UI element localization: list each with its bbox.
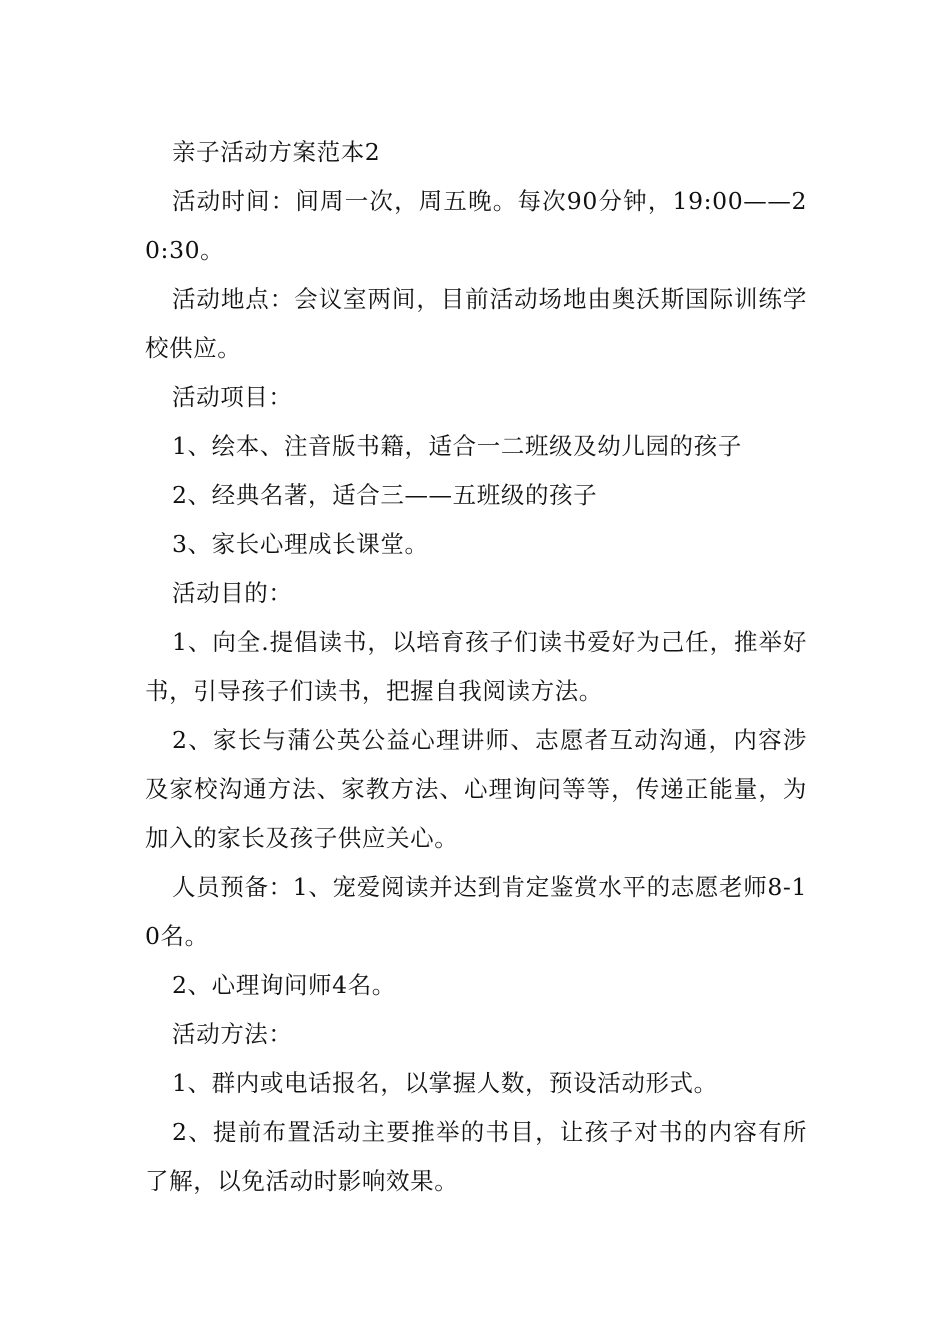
- document-title: 亲子活动方案范本2: [172, 138, 381, 166]
- heading-activity-items: 活动项目：: [172, 383, 293, 411]
- heading-activity-purpose: 活动目的：: [172, 579, 293, 607]
- list-item-method-1: 1、群内或电话报名，以掌握人数，预设活动形式。: [172, 1069, 718, 1097]
- paragraph-activity-time: 活动时间：间周一次，周五晚。每次90分钟，19:00——20:30。: [145, 187, 807, 264]
- list-item-activity-2: 2、经典名著，适合三——五班级的孩子: [172, 481, 598, 509]
- heading-activity-method: 活动方法：: [172, 1020, 293, 1048]
- list-item-method-2: 2、提前布置活动主要推举的书目，让孩子对书的内容有所了解，以免活动时影响效果。: [145, 1118, 807, 1195]
- list-item-purpose-1: 1、向全.提倡读书，以培育孩子们读书爱好为己任，推举好书，引导孩子们读书，把握自我阅读方法。: [145, 628, 807, 705]
- list-item-activity-1: 1、绘本、注音版书籍，适合一二班级及幼儿园的孩子: [172, 432, 742, 460]
- document-body: [145, 128, 807, 1206]
- list-item-purpose-2: 2、家长与蒲公英公益心理讲师、志愿者互动沟通，内容涉及家校沟通方法、家教方法、心理询问等等，传递正能量，为加入的家长及孩子供应关心。: [145, 726, 807, 852]
- list-item-activity-3: 3、家长心理成长课堂。: [172, 530, 429, 558]
- paragraph-staff-2: 2、心理询问师4名。: [172, 971, 396, 999]
- paragraph-staff-1: 人员预备：1、宠爱阅读并达到肯定鉴赏水平的志愿老师8-10名。: [145, 873, 807, 950]
- paragraph-activity-location: 活动地点：会议室两间，目前活动场地由奥沃斯国际训练学校供应。: [145, 285, 807, 362]
